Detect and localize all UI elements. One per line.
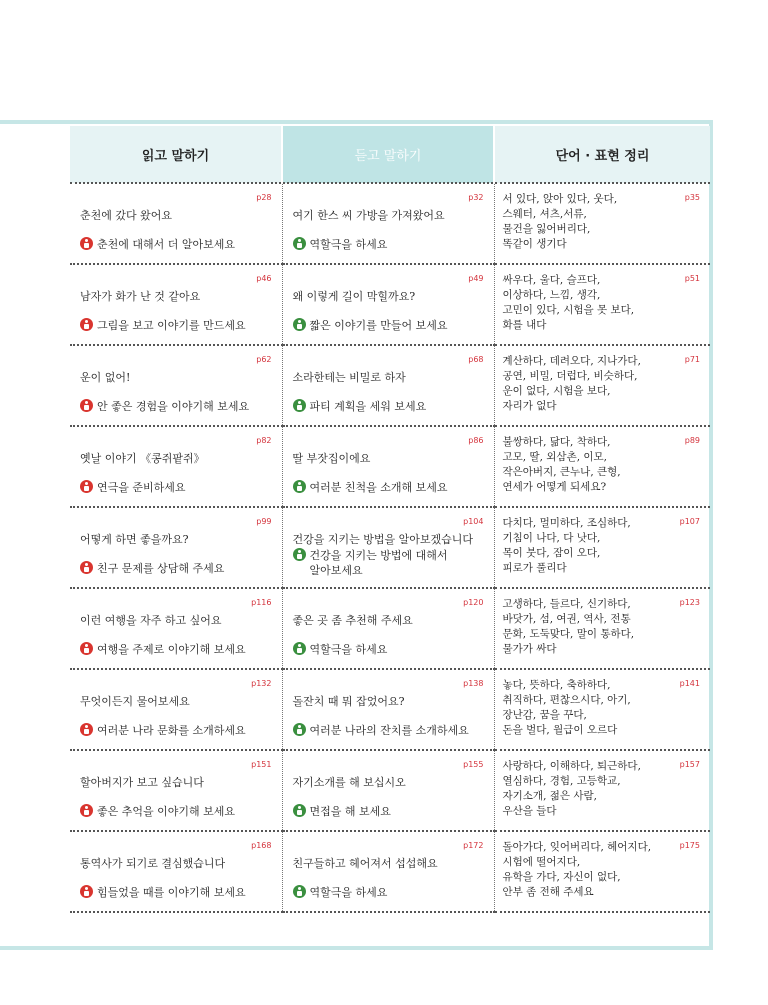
person-icon <box>293 237 306 250</box>
vocabulary-line: 문화, 도둑맞다, 말이 통하다, <box>502 628 635 640</box>
page-number: p28 <box>256 193 272 202</box>
page-number: p120 <box>463 598 484 607</box>
vocabulary-line: 물가가 싸다 <box>502 643 557 655</box>
vocabulary-cell <box>494 588 710 669</box>
page-number: p71 <box>684 355 700 364</box>
person-icon <box>293 480 306 493</box>
vocabulary-cell <box>494 345 710 426</box>
activity <box>80 317 246 333</box>
vocabulary-line: 연세가 어떻게 되세요? <box>502 481 607 493</box>
lesson-title: 자기소개를 해 보십시오 <box>292 776 406 789</box>
vocabulary-line: 고생하다, 들르다, 신기하다, <box>502 598 631 610</box>
reading-cell <box>70 750 282 831</box>
person-icon <box>80 480 93 493</box>
activity <box>80 722 246 738</box>
vocabulary-line: 서 있다, 앉아 있다, 웃다, <box>502 193 618 205</box>
lesson-title: 좋은 곳 좀 추천해 주세요 <box>292 614 413 627</box>
vocabulary-line: 열심하다, 경험, 고등학교, <box>502 775 621 787</box>
activity-text: 역할극을 하세요 <box>309 643 388 656</box>
person-icon <box>293 548 306 561</box>
page-number: p123 <box>679 598 700 607</box>
reading-cell <box>70 345 282 426</box>
listening-cell <box>282 588 494 669</box>
activity-text: 힘들었을 때를 이야기해 보세요 <box>97 886 246 899</box>
vocabulary-cell <box>494 507 710 588</box>
vocabulary-list <box>503 516 673 576</box>
activity <box>293 398 427 414</box>
activity <box>80 641 246 657</box>
table-row <box>70 426 710 507</box>
listening-cell <box>282 345 494 426</box>
lesson-title: 옛날 이야기 《콩쥐팥쥐》 <box>80 452 205 465</box>
page-number: p172 <box>463 841 484 850</box>
person-icon <box>80 885 93 898</box>
page-number: p89 <box>684 436 700 445</box>
vocabulary-line: 불쌍하다, 닮다, 착하다, <box>502 436 611 448</box>
vocabulary-line: 자기소개, 젊은 사람, <box>502 790 597 802</box>
vocabulary-line: 우산을 들다 <box>502 805 557 817</box>
page-number: p168 <box>251 841 272 850</box>
vocabulary-line: 이상하다, 느낌, 생각, <box>502 289 601 301</box>
vocabulary-line: 장난감, 꿈을 꾸다, <box>502 709 587 721</box>
activity-text: 춘천에 대해서 더 알아보세요 <box>97 238 236 251</box>
vocabulary-line: 작은아버지, 큰누나, 큰형, <box>502 466 621 478</box>
table-row <box>70 345 710 426</box>
page-number: p151 <box>251 760 272 769</box>
lesson-title: 무엇이든지 물어보세요 <box>80 695 190 708</box>
table-row <box>70 669 710 750</box>
reading-cell <box>70 831 282 912</box>
page-number: p104 <box>463 517 484 526</box>
vocabulary-line: 피로가 풀리다 <box>502 562 567 574</box>
header-vocabulary: 단어 · 표현 정리 <box>494 126 710 183</box>
person-icon <box>293 723 306 736</box>
vocabulary-cell <box>494 426 710 507</box>
page-number: p132 <box>251 679 272 688</box>
lesson-title: 돌잔치 때 뭐 잡었어요? <box>292 695 405 708</box>
person-icon <box>293 318 306 331</box>
lesson-title: 딸 부잣집이에요 <box>292 452 371 465</box>
vocabulary-list <box>503 678 673 738</box>
page-number: p82 <box>256 436 272 445</box>
page-number: p116 <box>251 598 272 607</box>
page-number: p107 <box>679 517 700 526</box>
activity-text: 여러분 나라의 잔치를 소개하세요 <box>309 724 469 737</box>
reading-cell <box>70 264 282 345</box>
activity-text: 파티 계획을 세워 보세요 <box>309 400 427 413</box>
reading-cell <box>70 588 282 669</box>
listening-cell <box>282 669 494 750</box>
table-row <box>70 264 710 345</box>
vocabulary-line: 자리가 없다 <box>502 400 557 412</box>
person-icon <box>80 723 93 736</box>
vocabulary-line: 바닷가, 섬, 여권, 역사, 전통 <box>502 613 631 625</box>
reading-cell <box>70 669 282 750</box>
reading-cell <box>70 507 282 588</box>
page-number: p68 <box>468 355 484 364</box>
reading-cell <box>70 183 282 264</box>
page-number: p62 <box>256 355 272 364</box>
page-number: p46 <box>256 274 272 283</box>
activity <box>80 803 235 819</box>
page-number: p155 <box>463 760 484 769</box>
vocabulary-line: 유학을 가다, 자신이 없다, <box>502 871 621 883</box>
activity <box>293 884 388 900</box>
page-number: p175 <box>679 841 700 850</box>
activity <box>293 236 388 252</box>
activity <box>293 548 483 578</box>
lesson-title: 이런 여행을 자주 하고 싶어요 <box>80 614 222 627</box>
activity <box>293 641 388 657</box>
activity <box>293 317 448 333</box>
vocabulary-line: 똑같이 생기다 <box>502 238 567 250</box>
page-number: p138 <box>463 679 484 688</box>
page-number: p35 <box>684 193 700 202</box>
person-icon <box>80 561 93 574</box>
activity <box>80 236 235 252</box>
vocabulary-list <box>503 354 673 414</box>
table-row <box>70 831 710 912</box>
activity-text: 여러분 나라 문화를 소개하세요 <box>97 724 246 737</box>
contents-table <box>70 126 710 913</box>
activity-text: 짧은 이야기를 만들어 보세요 <box>309 319 448 332</box>
vocabulary-line: 물건을 잃어버리다, <box>502 223 591 235</box>
vocabulary-line: 사랑하다, 이해하다, 퇴근하다, <box>502 760 641 772</box>
vocabulary-line: 기침이 나다, 다 낫다, <box>502 532 601 544</box>
table-row <box>70 183 710 264</box>
person-icon <box>80 318 93 331</box>
vocabulary-cell <box>494 183 710 264</box>
listening-cell <box>282 507 494 588</box>
vocabulary-cell <box>494 669 710 750</box>
header-listening-speaking: 듣고 말하기 <box>282 126 494 183</box>
activity-text: 좋은 추억을 이야기해 보세요 <box>97 805 236 818</box>
vocabulary-line: 싸우다, 울다, 슬프다, <box>502 274 601 286</box>
vocabulary-cell <box>494 750 710 831</box>
lesson-title: 어떻게 하면 좋을까요? <box>80 533 189 546</box>
vocabulary-line: 돈을 벌다, 월급이 오르다 <box>502 724 618 736</box>
vocabulary-line: 계산하다, 데려오다, 지나가다, <box>502 355 641 367</box>
person-icon <box>293 885 306 898</box>
table-row <box>70 750 710 831</box>
activity <box>293 722 469 738</box>
activity <box>80 398 249 414</box>
vocabulary-list <box>503 597 673 657</box>
lesson-title: 춘천에 갔다 왔어요 <box>80 209 173 222</box>
vocabulary-list <box>503 192 673 252</box>
activity-text: 안 좋은 경험을 이야기해 보세요 <box>97 400 250 413</box>
header-row <box>70 126 710 183</box>
activity-text: 여행을 주제로 이야기해 보세요 <box>97 643 246 656</box>
page-number: p32 <box>468 193 484 202</box>
vocabulary-line: 취직하다, 편찮으시다, 아기, <box>502 694 631 706</box>
lesson-title: 통역사가 되기로 결심했습니다 <box>80 857 226 870</box>
activity-text: 여러분 친척을 소개해 보세요 <box>309 481 448 494</box>
listening-cell <box>282 426 494 507</box>
activity-text: 연극을 준비하세요 <box>97 481 186 494</box>
activity <box>293 803 391 819</box>
activity-text: 친구 문제를 상담해 주세요 <box>97 562 225 575</box>
vocabulary-line: 놓다, 뜻하다, 축하하다, <box>502 679 611 691</box>
person-icon <box>293 399 306 412</box>
vocabulary-cell <box>494 264 710 345</box>
vocabulary-line: 고민이 있다, 시험을 못 보다, <box>502 304 635 316</box>
vocabulary-line: 스웨터, 셔츠,서류, <box>502 208 587 220</box>
vocabulary-line: 돌아가다, 잊어버리다, 헤어지다, <box>502 841 652 853</box>
activity-text: 역할극을 하세요 <box>309 886 388 899</box>
vocabulary-line: 화를 내다 <box>502 319 547 331</box>
lesson-title: 여기 한스 씨 가방을 가져왔어요 <box>292 209 445 222</box>
lesson-title: 소라한테는 비밀로 하자 <box>292 371 406 384</box>
table-row <box>70 507 710 588</box>
activity-text-line2: 알아보세요 <box>309 564 363 577</box>
activity-text: 면접을 해 보세요 <box>309 805 391 818</box>
person-icon <box>80 399 93 412</box>
listening-cell <box>282 750 494 831</box>
header-reading-speaking: 읽고 말하기 <box>70 126 282 183</box>
vocabulary-line: 안부 좀 전해 주세요 <box>502 886 594 898</box>
lesson-title: 남자가 화가 난 것 같아요 <box>80 290 201 303</box>
vocabulary-list <box>503 840 673 900</box>
page-number: p86 <box>468 436 484 445</box>
person-icon <box>293 804 306 817</box>
person-icon <box>80 642 93 655</box>
person-icon <box>80 804 93 817</box>
page-number: p99 <box>256 517 272 526</box>
listening-cell <box>282 831 494 912</box>
lesson-title: 할아버지가 보고 싶습니다 <box>80 776 204 789</box>
vocabulary-cell <box>494 831 710 912</box>
lesson-title: 운이 없어! <box>80 371 131 384</box>
lesson-title: 건강을 지키는 방법을 알아보겠습니다 <box>292 533 474 546</box>
lesson-title: 친구들하고 헤어져서 섭섭해요 <box>292 857 438 870</box>
activity-text: 역할극을 하세요 <box>309 238 388 251</box>
vocabulary-line: 공연, 비밀, 더럽다, 비슷하다, <box>502 370 638 382</box>
vocabulary-line: 고모, 딸, 외삼촌, 이모, <box>502 451 608 463</box>
activity <box>293 479 448 495</box>
activity <box>80 884 246 900</box>
activity <box>80 560 224 576</box>
activity-text: 그림을 보고 이야기를 만드세요 <box>97 319 246 332</box>
listening-cell <box>282 183 494 264</box>
reading-cell <box>70 426 282 507</box>
vocabulary-line: 시험에 떨어지다, <box>502 856 581 868</box>
person-icon <box>80 237 93 250</box>
activity-text: 건강을 지키는 방법에 대해서 <box>309 549 448 562</box>
vocabulary-line: 운이 없다, 시험을 보다, <box>502 385 611 397</box>
listening-cell <box>282 264 494 345</box>
person-icon <box>293 642 306 655</box>
page-number: p49 <box>468 274 484 283</box>
page-number: p157 <box>679 760 700 769</box>
table-row <box>70 588 710 669</box>
activity <box>80 479 186 495</box>
vocabulary-list <box>503 435 673 495</box>
vocabulary-list <box>503 273 673 333</box>
vocabulary-line: 다치다, 멀미하다, 조심하다, <box>502 517 631 529</box>
vocabulary-list <box>503 759 673 819</box>
page-number: p141 <box>679 679 700 688</box>
lesson-title: 왜 이렇게 길이 막힐까요? <box>292 290 416 303</box>
vocabulary-line: 목이 붓다, 잠이 오다, <box>502 547 601 559</box>
page-number: p51 <box>684 274 700 283</box>
